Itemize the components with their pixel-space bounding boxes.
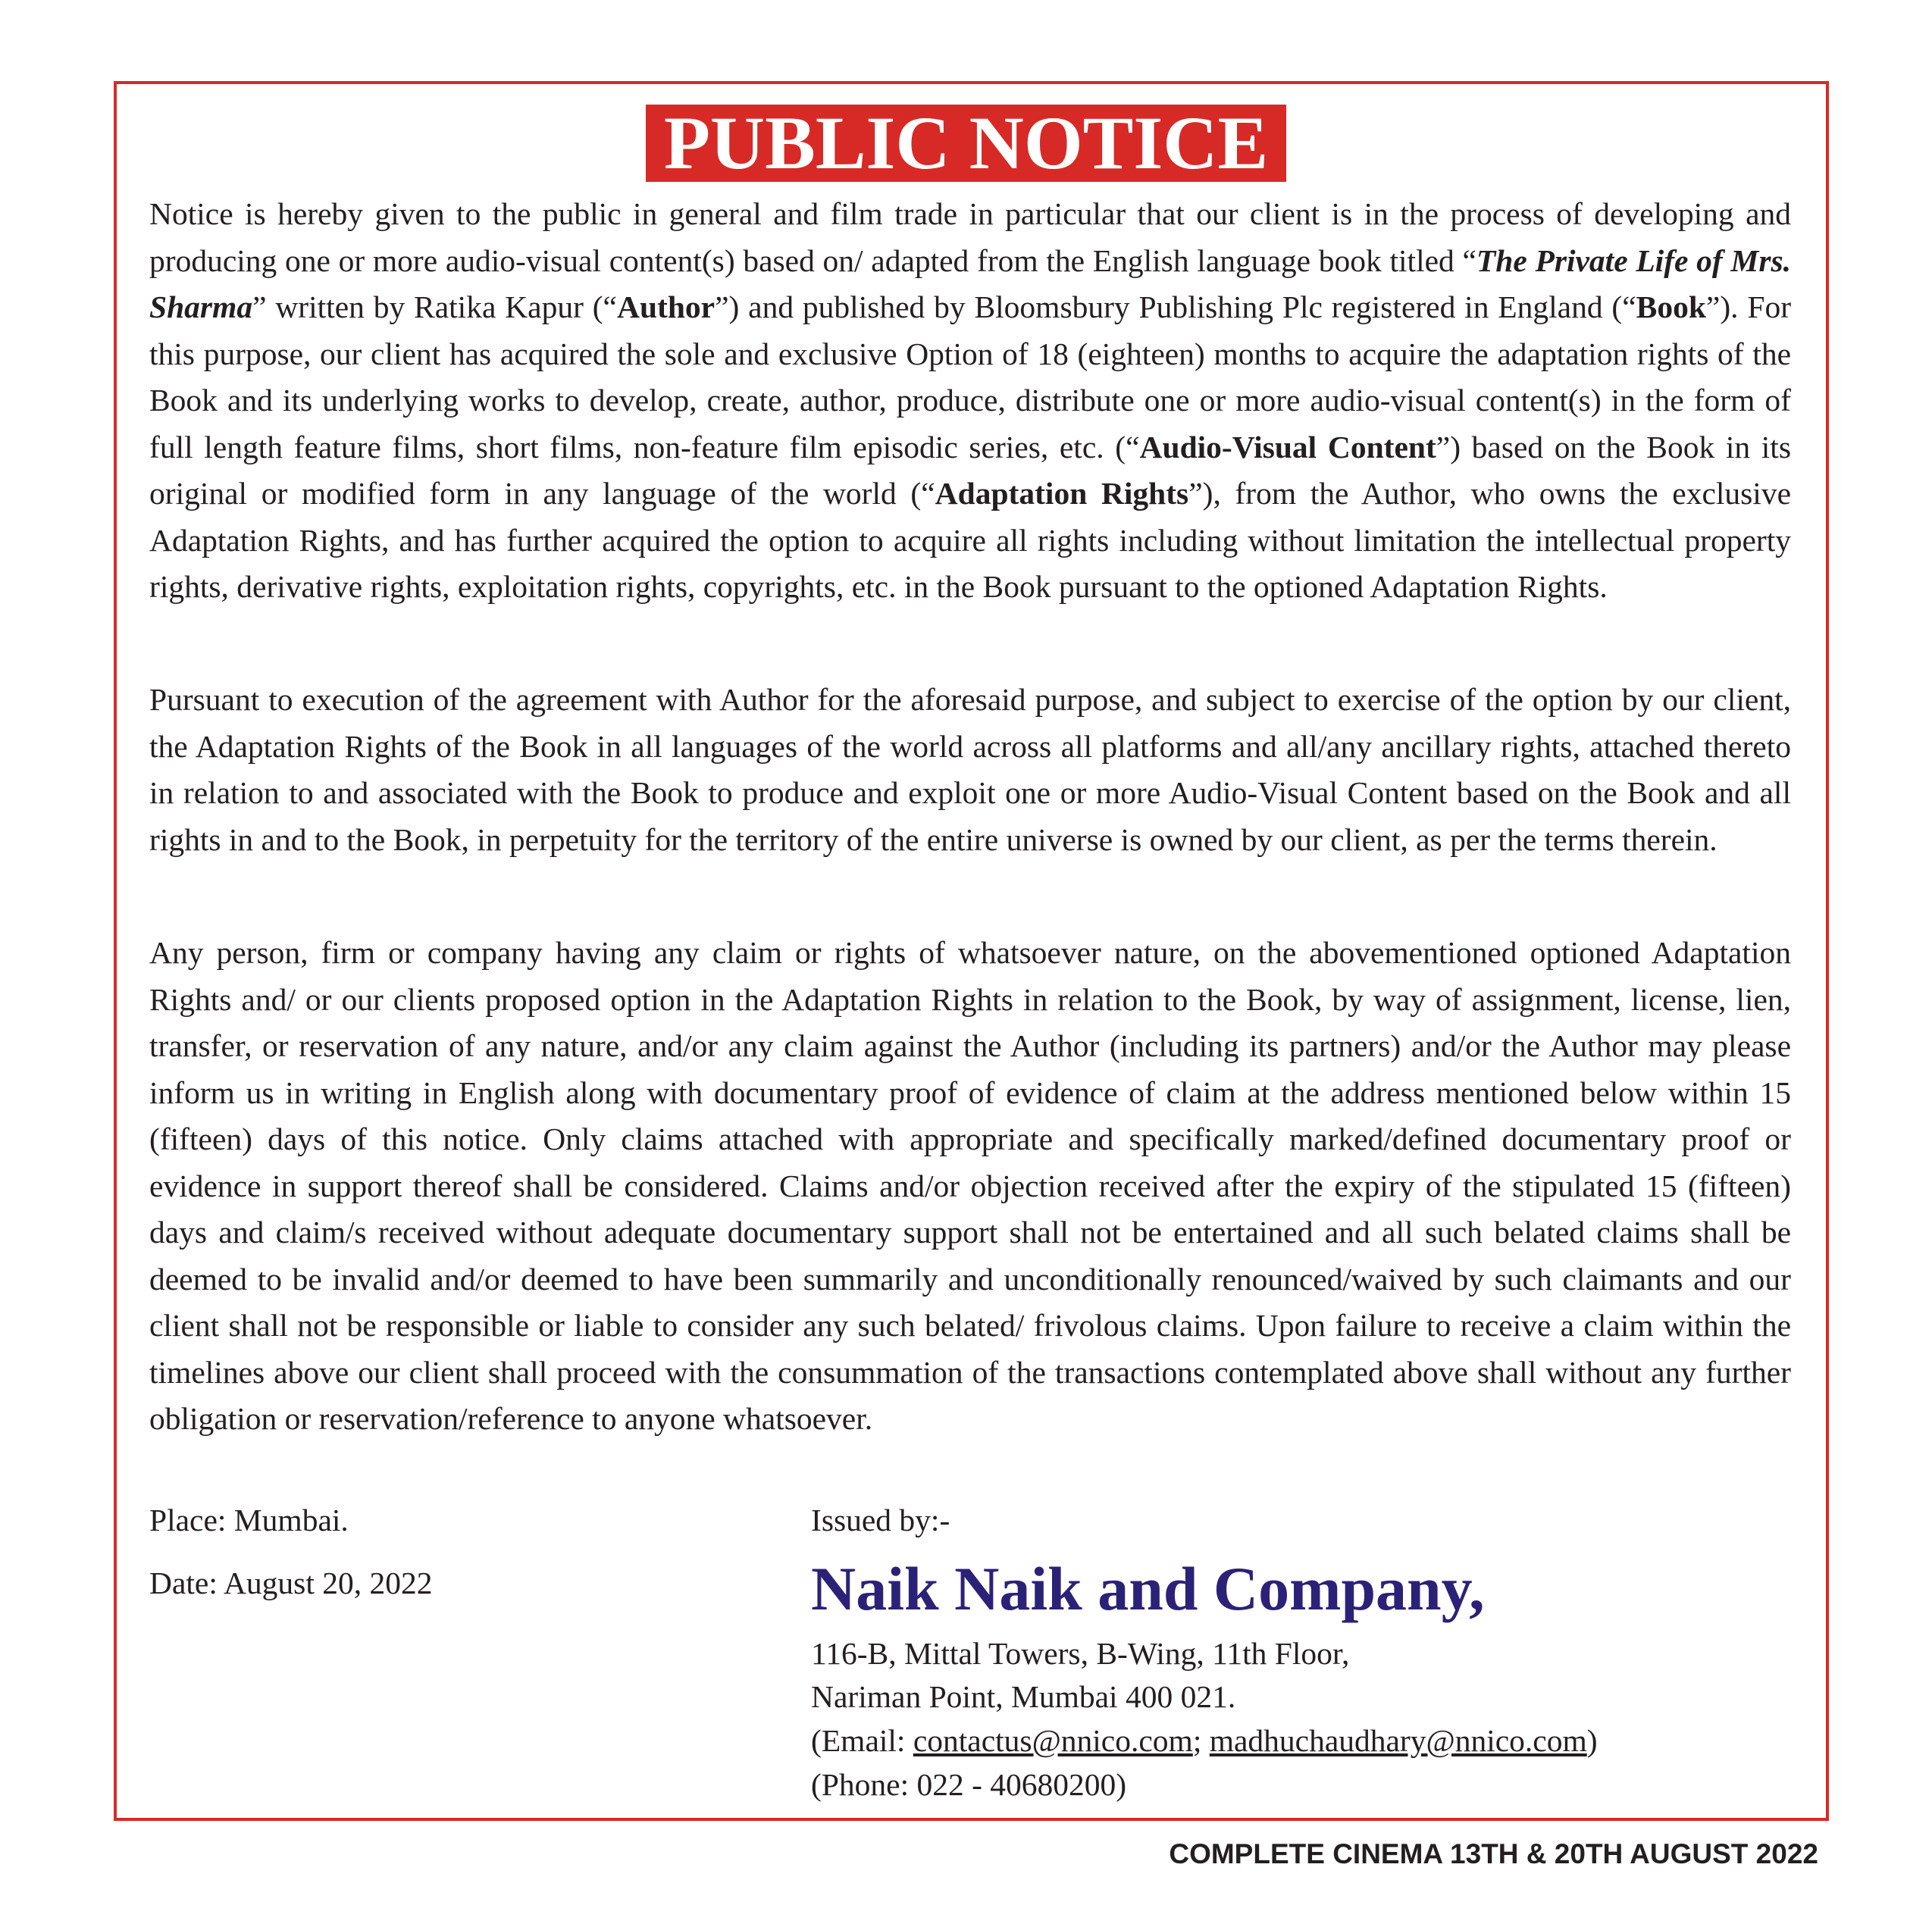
para1-text-3: ”) and published by Bloomsbury Publishing Plc registered in England (“ [715, 289, 1636, 324]
para1-text-5: ”) based on the Book in its original or modified form in any language of the world (“ [149, 429, 1791, 511]
email-prefix: (Email: [811, 1723, 913, 1758]
paragraph-1 [149, 191, 1791, 611]
para2-text: Pursuant to execution of the agreement with Author for the aforesaid purpose, and subject to exercise of the option by our client, the Adaptation Rights of the Book in all languages of the world across all platforms and all/any ancillary rights, attached thereto in relation to and associated with the Book to produce and exploit one or more Audio-Visual Content based on the Book and all rights in and to the Book, in perpetuity for the territory of the entire universe is owned by our client, as per the terms therein. [149, 682, 1791, 857]
paragraph-2 [149, 677, 1791, 863]
notice-title: PUBLIC NOTICE [646, 105, 1286, 182]
author-term: Author [616, 289, 715, 324]
title-container [0, 101, 1932, 185]
para3-text: Any person, firm or company having any claim or rights of whatsoever nature, on the abovementioned optioned Adaptation Rights and/ or our clients proposed option in the Adaptation Rights in relation to the Book, by way of assignment, license, lien, transfer, or reservation of any nature, and/or any claim against the Author (including its partners) and/or the Author may please inform us in writing in English along with documentary proof of evidence of claim at the address mentioned below within 15 (fifteen) days of this notice. Only claims attached with appropriate and specifically marked/defined documentary proof or evidence in support thereof shall be considered. Claims and/or objection received after the expiry of the stipulated 15 (fifteen) days and claim/s received without adequate documentary support shall not be entertained and all such belated claims shall be deemed to be invalid and/or deemed to have been summarily and unconditionally renounced/waived by such claimants and our client shall not be responsible or liable to consider any such belated/ frivolous claims. Upon failure to receive a claim within the timelines above our client shall proceed with the consummation of the transactions contemplated above shall without any further obligation or reservation/reference to anyone whatsoever. [149, 935, 1791, 1436]
para1-text-4: ”). For this purpose, our client has acquired the sole and exclusive Option of 18 (eighteen) months to acquire the adaptation rights of the Book and its underlying works to develop, create, author, produce, distribute one or more audio-visual content(s) in the form of full length feature films, short films, non-feature film episodic series, etc. (“ [149, 289, 1792, 465]
address-line-1: 116-B, Mittal Towers, B-Wing, 11th Floor, [811, 1636, 1350, 1671]
email-line [811, 1722, 1598, 1759]
issued-by-label: Issued by:- [811, 1503, 950, 1537]
place-label: Place: Mumbai. [149, 1503, 349, 1537]
para1-text-2: ” written by Ratika Kapur (“ [252, 289, 617, 324]
book-term: Book [1636, 289, 1706, 324]
company-name [811, 1555, 1485, 1623]
para1-text-6: ”), from the Author, who owns the exclusive Adaptation Rights, and has further acquired the option to acquire all rights including without limitation the intellectual property rights, derivative rights, exploitation rights, copyrights, etc. in the Book pursuant to the optioned Adaptation Rights. [149, 476, 1792, 604]
av-content-term: Audio-Visual Content [1139, 429, 1436, 465]
phone-line: (Phone: 022 - 40680200) [811, 1767, 1127, 1802]
email-link-contactus[interactable]: contactus@nnico.com [913, 1723, 1193, 1758]
email-separator: ; [1192, 1723, 1210, 1758]
company-name-text: Naik Naik and Company [811, 1554, 1470, 1623]
paragraph-3 [149, 930, 1791, 1443]
para1-text-1: Notice is hereby given to the public in general and film trade in particular that our client is in the process of developing and producing one or more audio-visual content(s) based on/ adapted from the English language book titled “ [149, 196, 1791, 278]
company-comma: , [1469, 1554, 1485, 1623]
book-title: The Private Life of Mrs. Sharma [149, 242, 1792, 324]
publication-footer: COMPLETE CINEMA 13TH & 20TH AUGUST 2022 [1169, 1838, 1818, 1869]
date-label: Date: August 20, 2022 [149, 1566, 433, 1600]
email-link-madhuchaudhary[interactable]: madhuchaudhary@nnico.com [1209, 1723, 1587, 1758]
email-suffix: ) [1586, 1723, 1598, 1758]
address-line-2: Nariman Point, Mumbai 400 021. [811, 1679, 1236, 1714]
adaptation-rights-term: Adaptation Rights [935, 476, 1189, 511]
